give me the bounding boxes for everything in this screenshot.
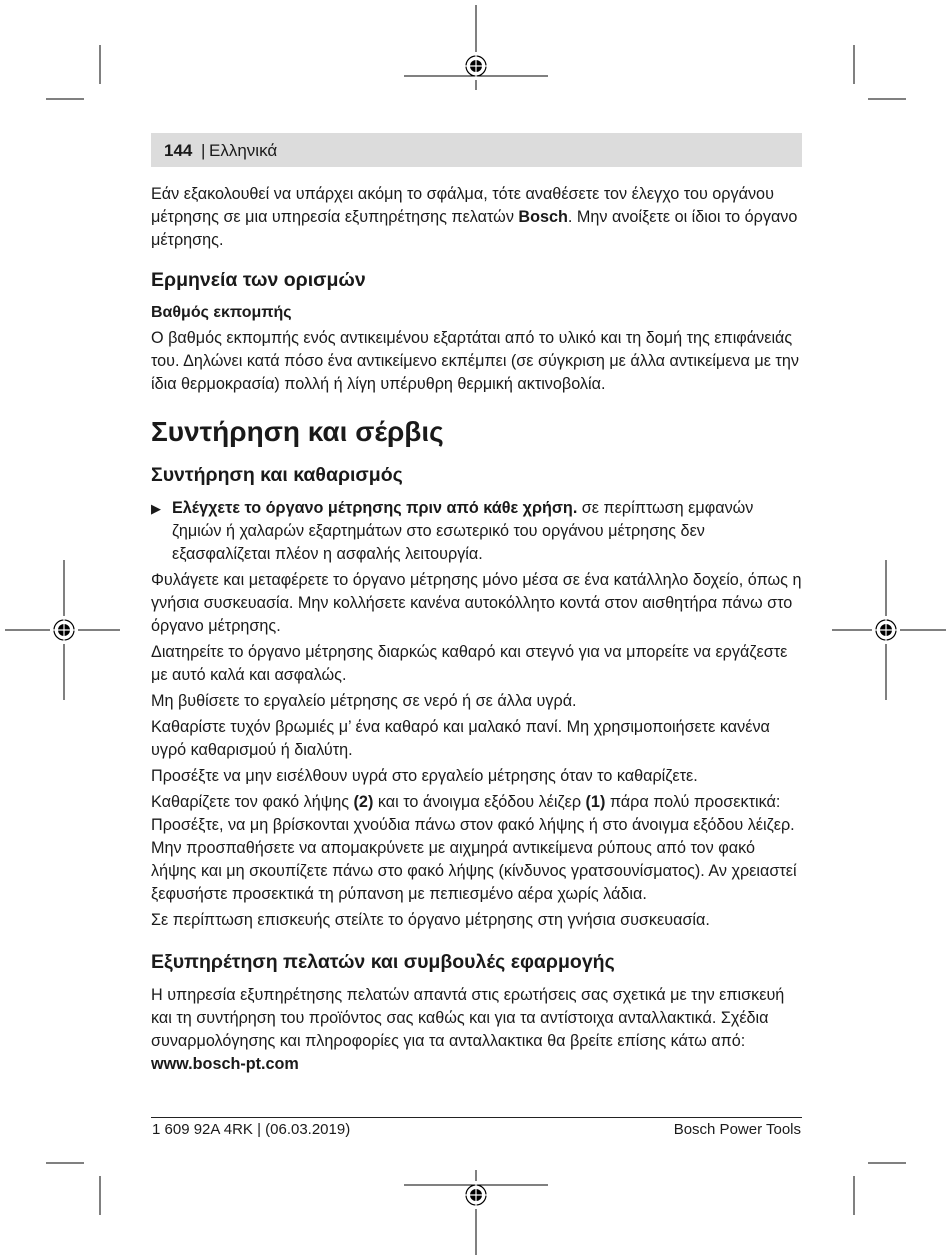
service-heading: Εξυπηρέτηση πελατών και συμβουλές εφαρμογής <box>151 951 615 973</box>
repair-paragraph: Σε περίπτωση επισκευής στείλτε το όργανο μέτρησης στη γνήσια συσκευασία. <box>151 911 710 929</box>
page-content <box>151 183 803 1076</box>
registration-mark-left <box>50 616 78 644</box>
clean-dry-paragraph: Διατηρείτε το όργανο μέτρησης διαρκώς καθαρό και στεγνό για να μπορείτε να εργάζεστε με αυτό καλά και ασφαλώς. <box>151 643 788 684</box>
warning-bullet: ▶ Ελέγχετε το όργανο μέτρησης πριν από κάθε χρήση. σε περίπτωση εμφανών ζημιών ή χαλαρών εξαρτημάτων στο εσωτερικό του οργάνου μέτρησης δεν εξασφαλίζεται πλέον η ασφαλής λειτουργία. <box>151 497 803 566</box>
header-separator: | <box>201 141 206 160</box>
page-number: 144 <box>164 141 193 160</box>
liquids-paragraph: Προσέξτε να μην εισέλθουν υγρά στο εργαλείο μέτρησης όταν το καθαρίζετε. <box>151 767 698 785</box>
footer-rule <box>151 1117 802 1118</box>
service-url-link[interactable]: www.bosch-pt.com <box>151 1055 299 1073</box>
definitions-heading: Ερμηνεία των ορισμών <box>151 269 366 291</box>
storage-paragraph: Φυλάγετε και μεταφέρετε το όργανο μέτρησης μόνο μέσα σε ένα κατάλληλο δοχείο, όπως η γνήσια συσκευασία. Μην κολλήσετε κανένα αυτοκόλλητο κοντά στον αισθητήρα πάνω στο όργανο μέτρησης. <box>151 571 802 635</box>
maintenance-title: Συντήρηση και σέρβις <box>151 416 444 447</box>
emissivity-subheading: Βαθμός εκπομπής <box>151 304 292 321</box>
emissivity-paragraph: Ο βαθμός εκπομπής ενός αντικειμένου εξαρτάται από το υλικό και τη δομή της επιφάνειάς του. Δηλώνει κατά πόσο ένα αντικείμενο εκπέμπει (σε σύγκριση με άλλα αντικείμενα με την ίδια θερμοκρασία) πολλή ή λίγη υπέρυθρη θερμική ακτινοβολία. <box>151 329 799 393</box>
footer-document-id: 1 609 92A 4RK | (06.03.2019) <box>152 1121 351 1138</box>
bullet-arrow-icon: ▶ <box>151 501 161 516</box>
registration-mark-top <box>462 52 490 80</box>
maintenance-heading: Συντήρηση και καθαρισμός <box>151 464 403 486</box>
footer-company: Bosch Power Tools <box>673 1121 801 1138</box>
no-immersion-paragraph: Μη βυθίσετε το εργαλείο μέτρησης σε νερό ή σε άλλα υγρά. <box>151 692 577 710</box>
registration-mark-bottom <box>462 1181 490 1209</box>
service-paragraph: Η υπηρεσία εξυπηρέτησης πελατών απαντά στις ερωτήσεις σας σχετικά με την επισκευή και τη συντήρηση του προϊόντος σας καθώς και για τα αντίστοιχα ανταλλακτικά. Σχέδια συναρμολόγησης και πληροφορίες για τα ανταλλακτικα θα βρείτε επίσης κάτω από: <box>151 986 785 1050</box>
lens-cleaning-paragraph: Καθαρίζετε τον φακό λήψης (2) και το άνοιγμα εξόδου λέιζερ (1) πάρα πολύ προσεκτικά: Προσέξτε, να μη βρίσκονται χνούδια πάνω στον φακό λήψης ή στο άνοιγμα εξόδου λέιζερ. Μην προσπαθήσετε να απομακρύνετε με αιχμηρά αντικείμενα ρύπους από τον φακό λήψης και μη σκουπίζετε πάνω στο φακό λήψης (κίνδυνος γρατσουνίσματος). Αν χρειαστεί ξεφυσήστε προσεκτικά τη ρύπανση με πεπιεσμένο αέρα χωρίς λάδια. <box>151 793 797 903</box>
cloth-paragraph: Καθαρίστε τυχόν βρωμιές μ’ ένα καθαρό και μαλακό πανί. Μη χρησιμοποιήσετε κανένα υγρό καθαρισμού ή διαλύτη. <box>151 718 770 759</box>
intro-paragraph: Εάν εξακολουθεί να υπάρχει ακόμη το σφάλμα, τότε αναθέσετε τον έλεγχο του οργάνου μέτρησης σε μια υπηρεσία εξυπηρέτησης πελατών Bosch. Μην ανοίξετε οι ίδιοι το όργανο μέτρησης. <box>151 185 798 249</box>
header-language: Ελληνικά <box>209 141 278 160</box>
brand-name: Bosch <box>518 208 568 226</box>
registration-mark-right <box>872 616 900 644</box>
